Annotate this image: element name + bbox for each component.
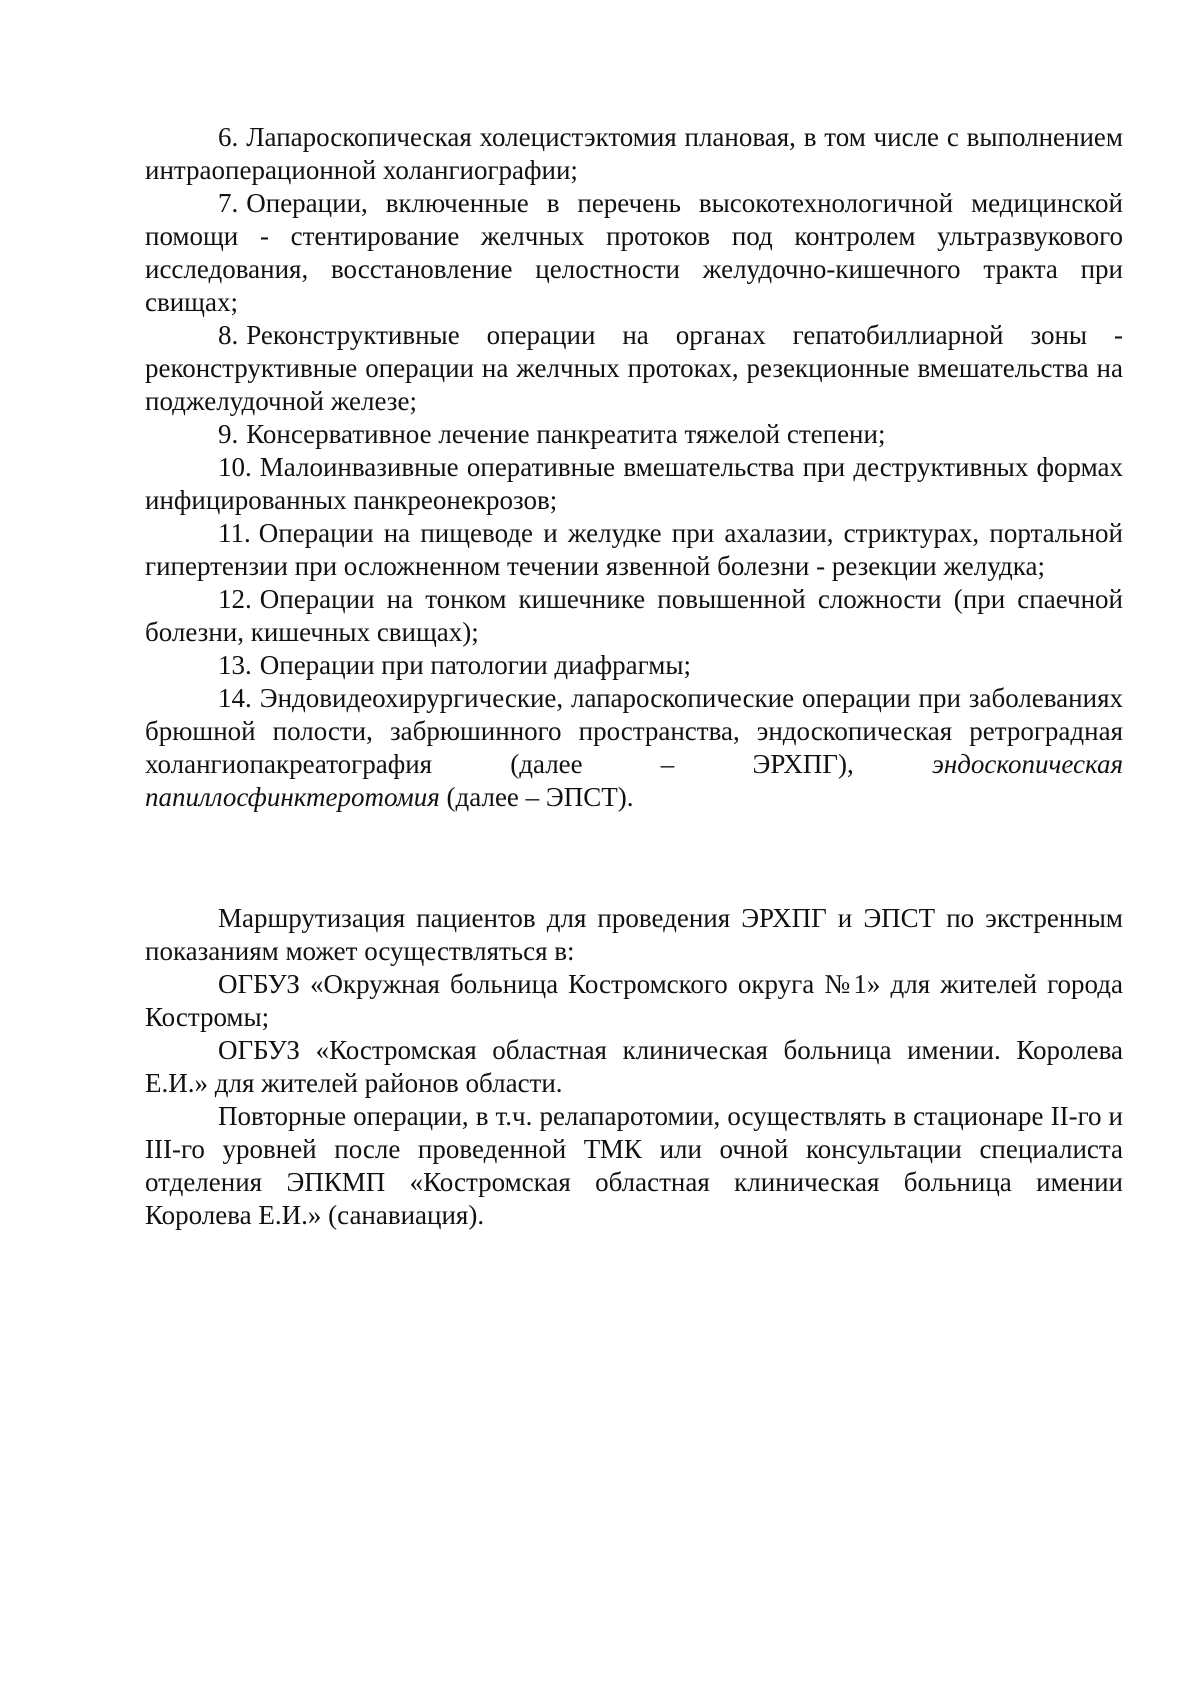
list-item-9 <box>145 418 1123 451</box>
repeat-operations-paragraph: Повторные операции, в т.ч. релапаротомии, осуществлять в стационаре II-го и III-го уровней после проведенной ТМК или очной консультации специалиста отделения ЭПКМП «Костромская областная клиническая больница имении Королева Е.И.» (санавиация). <box>145 1101 1123 1230</box>
list-item-number: 14. <box>218 683 252 713</box>
list-item-text: Эндовидеохирургические, лапароскопические операции при заболеваниях брюшной полости, забрюшинного пространства, эндоскопическая ретроградная холангиопакреатография (далее – ЭРХПГ), <box>145 683 1123 779</box>
routing-hospital-1: ОГБУЗ «Окружная больница Костромского округа №1» для жителей города Костромы; <box>145 969 1123 1032</box>
list-item-text: Операции при патологии диафрагмы; <box>259 650 692 680</box>
routing-hospital-2: ОГБУЗ «Костромская областная клиническая больница имении. Королева Е.И.» для жителей районов области. <box>145 1035 1123 1098</box>
list-item-italic-text: эндоскопическая папиллосфинктеротомия <box>145 749 1123 812</box>
list-item-10 <box>145 451 1123 517</box>
list-item-text: Реконструктивные операции на органах гепатобиллиарной зоны - реконструктивные операции на желчных протоках, резекционные вмешательства на поджелудочной железе; <box>145 320 1123 416</box>
list-item-number: 13. <box>218 650 252 680</box>
list-item-8 <box>145 319 1123 418</box>
routing-section <box>145 902 1123 1232</box>
list-item-text: Малоинвазивные оперативные вмешательства при деструктивных формах инфицированных панкреонекрозов; <box>145 452 1123 515</box>
list-item-14 <box>145 682 1123 814</box>
list-item-11 <box>145 517 1123 583</box>
list-item-13 <box>145 649 1123 682</box>
list-item-number: 9. <box>218 419 239 449</box>
list-item-number: 8. <box>218 320 239 350</box>
list-item-number: 11. <box>218 518 251 548</box>
list-item-text: Консервативное лечение панкреатита тяжелой степени; <box>246 419 886 449</box>
list-item-7 <box>145 187 1123 319</box>
list-item-number: 6. <box>218 122 239 152</box>
list-item-6 <box>145 121 1123 187</box>
routing-intro: Маршрутизация пациентов для проведения ЭРХПГ и ЭПСТ по экстренным показаниям может осуществляться в: <box>145 903 1123 966</box>
list-item-text: Операции на тонком кишечнике повышенной сложности (при спаечной болезни, кишечных свищах); <box>145 584 1123 647</box>
list-item-text: Операции, включенные в перечень высокотехнологичной медицинской помощи - стентирование желчных протоков под контролем ультразвукового исследования, восстановление целостности желудочно-кишечного тракта при свищах; <box>145 188 1123 317</box>
list-item-number: 10. <box>218 452 252 482</box>
list-item-text: Лапароскопическая холецистэктомия плановая, в том числе с выполнением интраоперационной холангиографии; <box>145 122 1123 185</box>
list-item-text-end: (далее – ЭПСТ). <box>439 782 634 812</box>
list-item-12 <box>145 583 1123 649</box>
list-item-text: Операции на пищеводе и желудке при ахалазии, стриктурах, портальной гипертензии при осложненном течении язвенной болезни - резекции желудка; <box>145 518 1123 581</box>
procedure-list <box>145 121 1123 814</box>
list-item-number: 7. <box>218 188 239 218</box>
list-item-number: 12. <box>218 584 252 614</box>
